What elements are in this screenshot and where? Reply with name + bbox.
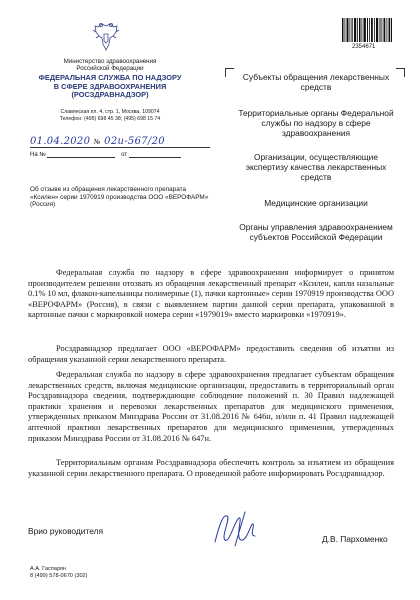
ministry-line: Министерство здравоохранения — [63, 58, 157, 65]
recipient-2: Территориальные органы Федеральной службы по надзору в сфере здравоохранения — [238, 108, 394, 138]
barcode-number: 2354671 — [352, 44, 376, 50]
reference-no-blank — [47, 151, 115, 158]
recipient-1: Субъекты обращения лекарственных средств — [242, 72, 390, 92]
reference-from-blank — [129, 151, 181, 158]
agency-address — [30, 109, 190, 122]
executor-phone: 8 (499) 578-0670 (302) — [30, 573, 88, 579]
signatory-name: Д.В. Пархоменко — [322, 534, 388, 544]
agency-line: (РОСЗДРАВНАДЗОР) — [71, 90, 149, 100]
body-paragraph-2: Росздравнадзор предлагает ООО «ВЕРОФАРМ» предоставить сведения об изъятии из обращения указанной серии лекарственного препарата. — [28, 344, 394, 364]
recipient-3: Организации, осуществляющие экспертизу качества лекарственных средств — [245, 152, 387, 182]
phone-line: Телефон: (495) 698 45 38; (495) 698 15 74 — [59, 115, 161, 122]
reference-no-label: На № — [30, 152, 46, 158]
registration-no-label: № — [93, 138, 101, 146]
recipient-4: Медицинские организации — [264, 198, 368, 208]
executor-name: А.А. Гаспарян — [30, 566, 67, 572]
address-line: Славянская пл. 4, стр. 1, Москва, 109074 — [60, 109, 160, 115]
ministry-line: Российской Федерации — [76, 65, 144, 73]
handwritten-signature — [205, 506, 269, 552]
agency-line: ФЕДЕРАЛЬНАЯ СЛУЖБА ПО НАДЗОРУ — [38, 73, 182, 82]
ministry-name — [30, 58, 190, 72]
registration-date: 01.04.2020 — [30, 136, 91, 147]
body-paragraph-3: Федеральная служба по надзору в сфере здравоохранения предлагает субъектам обращения лекарственных средств, включая медицинские организации, предоставить в территориальный орган Росздравнадзора сведения, подтверждающие соблюдение положений п. 30 Правил надлежащей практики хранения и перевозки лекарственных препаратов для медицинского применения, утвержденных приказом Минздрава России от 31.08.2016 № 646н, и/или п. 41 Правил надлежащей аптечной практики лекарственных препаратов для медицинского применения, утвержденных приказом Минздрава России от 31.08.2016 № 647н. — [28, 370, 394, 443]
recipient-5: Органы управления здравоохранением субъектов Российской Федерации — [239, 222, 393, 242]
registration-underline — [30, 147, 210, 148]
barcode — [342, 18, 392, 42]
reference-from-label: от — [121, 152, 128, 158]
body-paragraph-1: Федеральная служба по надзору в сфере здравоохранения информирует о принятом производителем решении отозвать из обращения лекарственный препарат «Ксилен, капли назальные 0.1% 10 мл, флакон-капельницы полимерные (1), пачки картонные» серии 1970919 производства ООО «ВЕРОФАРМ» (Россия), в связи с выявлением партии данной серии препарата, упакованной в картонные пачки с маркировкой номера серии «1979019» вместо маркировки «1970919». — [28, 268, 394, 320]
agency-name — [22, 74, 198, 100]
registration-number: 02и-567/20 — [104, 136, 165, 147]
body-paragraph-4: Территориальным органам Росздравнадзора обеспечить контроль за изъятием из обращения указанной серии лекарственного препарата. О проведенной работе информировать Росздравнадзор. — [28, 458, 394, 478]
reference-line — [30, 151, 181, 158]
emblem-icon — [92, 20, 120, 54]
executor-info — [30, 566, 88, 580]
registration-line — [30, 136, 165, 147]
letter-subject: Об отзыве из обращения лекарственного препарата «Ксилен» серии 1970919 производства ООО «ВЕРОФАРМ» (Россия) — [30, 186, 209, 209]
agency-line: В СФЕРЕ ЗДРАВООХРАНЕНИЯ — [53, 81, 167, 91]
signatory-position: Врио руководителя — [28, 526, 104, 536]
